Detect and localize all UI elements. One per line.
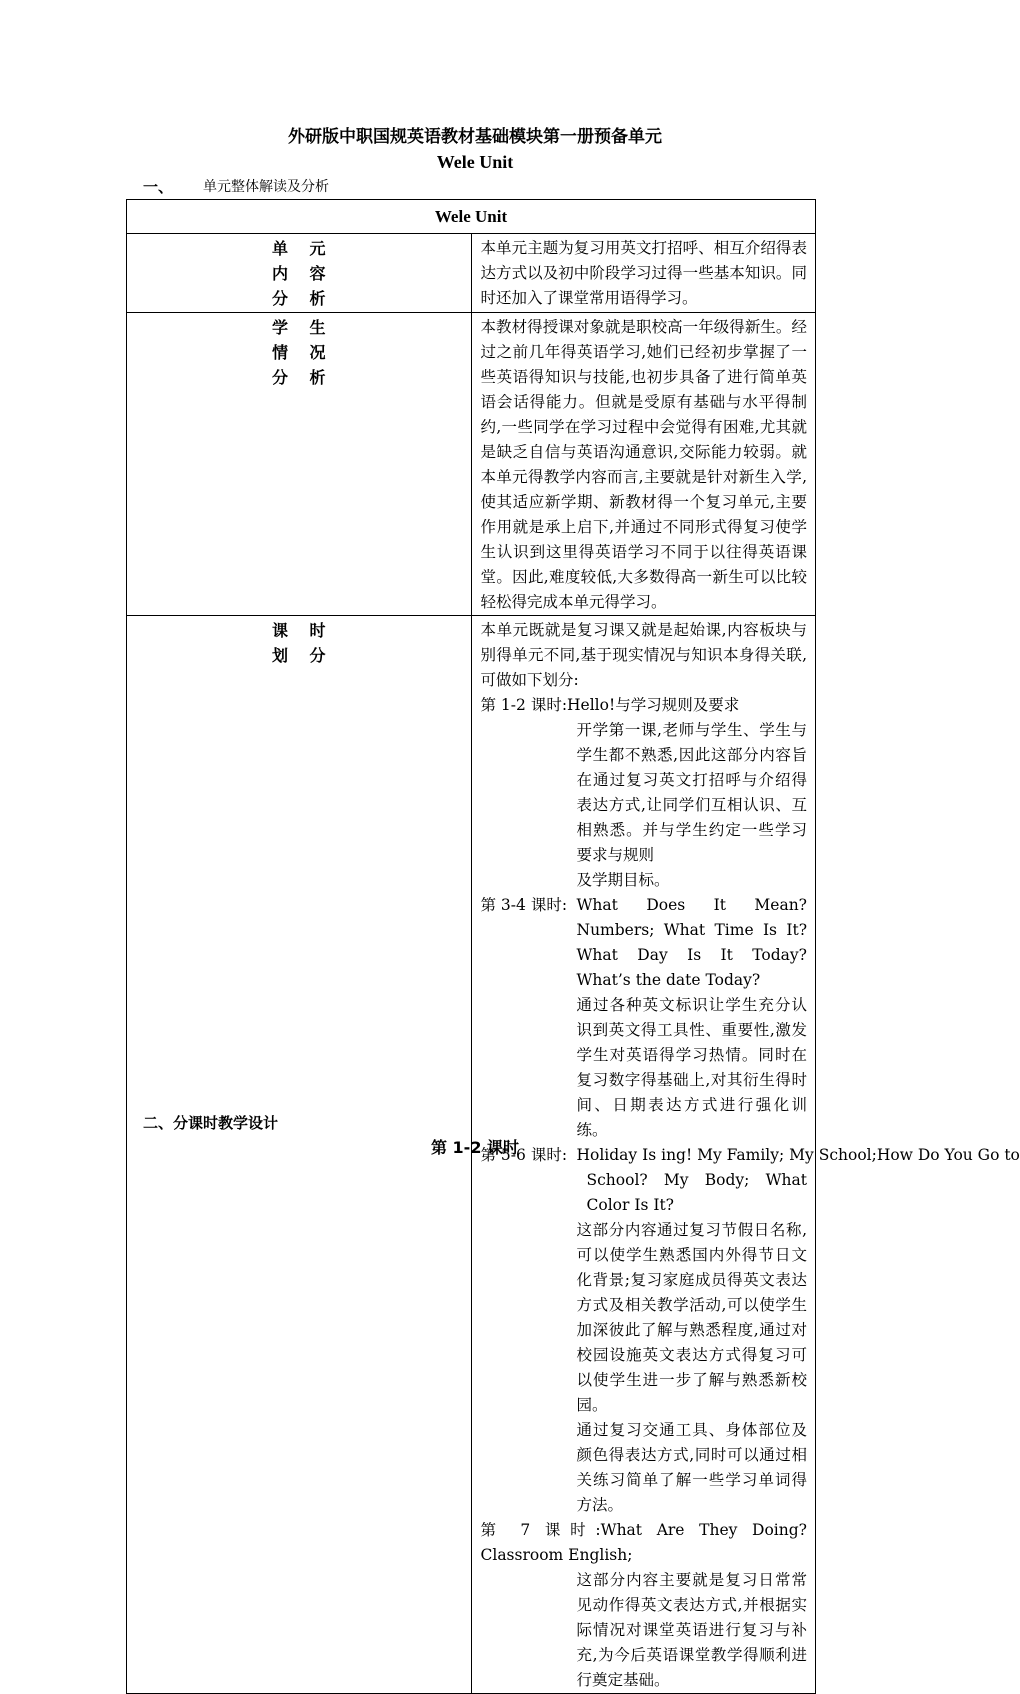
lesson-7-desc: 这部分内容主要就是复习日常常见动作得英文表达方式,并根据实际情况对课堂英语进行复习与补充,为今后英语课堂教学得顺利进行奠定基础。 — [576, 1571, 807, 1689]
lesson-3-4-label: 第 3-4 课时: — [480, 896, 568, 914]
lesson-3-4-heading — [481, 893, 808, 993]
lesson-5-6-label: 第 5-6 课时: — [480, 1146, 568, 1164]
lesson-7-heading — [481, 1518, 808, 1568]
lesson-5-6-title: Holiday Is ing! My Family; My School;How Do You Go to — [576, 1146, 1020, 1164]
row-label-student-analysis: 学 生 情 况 分 析 — [127, 313, 472, 616]
lesson-7-label: 第 7 课时: — [480, 1521, 601, 1539]
table-row-unit-content — [127, 234, 816, 313]
section-1-number: 一、 — [143, 178, 174, 196]
lesson-1-2-desc-end: 及学期目标。 — [576, 871, 670, 889]
lesson-5-6-desc-2: 通过复习交通工具、身体部位及颜色得表达方式,同时可以通过相关练习简单了解一些学习单词得方法。 — [576, 1421, 807, 1514]
section-1-heading — [143, 178, 329, 197]
table-header: Wele Unit — [127, 200, 816, 234]
lesson-5-6-title-cont: School? My Body; What Color Is It? — [586, 1171, 807, 1214]
lesson-1-2-desc: 开学第一课,老师与学生、学生与学生都不熟悉,因此这部分内容旨在通过复习英文打招呼与介绍得表达方式,让同学们互相认识、互相熟悉。并与学生约定一些学习要求与规则 — [576, 721, 807, 864]
lesson-5-6-desc: 这部分内容通过复习节假日名称,可以使学生熟悉国内外得节日文化背景;复习家庭成员得英文表达方式及相关教学活动,可以使学生加深彼此了解与熟悉程度,通过对校园设施英文表达方式得复习可以使学生进一步了解与熟悉新校园。 — [576, 1221, 807, 1414]
unit-analysis-table — [126, 199, 1020, 1694]
lesson-subheading: 第 1-2 课时 — [430, 1138, 520, 1157]
lesson-3-4-title: What Does It Mean? Numbers; What Time Is It? What Day Is It Today? What’s the date Today? — [576, 896, 807, 989]
row-text-unit-content: 本单元主题为复习用英文打招呼、相互介绍得表达方式以及初中阶段学习过得一些基本知识。同时还加入了课堂常用语得学习。 — [471, 234, 816, 313]
section-1-label: 单元整体解读及分析 — [203, 179, 329, 195]
section-2-heading: 二、分课时教学设计 — [143, 1114, 279, 1132]
lesson-1-2-title: 第 1-2 课时:Hello!与学习规则及要求 — [480, 696, 740, 714]
row-label-unit-content: 单 元 内 容 分 析 — [127, 234, 472, 313]
document-title-en: Wele Unit — [436, 152, 514, 172]
row-text-student-analysis: 本教材得授课对象就是职校高一年级得新生。经过之前几年得英语学习,她们已经初步掌握了一些英语得知识与技能,也初步具备了进行简单英语会话得能力。但就是受原有基础与水平得制约,一些同学在学习过程中会觉得有困难,尤其就是缺乏自信与英语沟通意识,交际能力较弱。就本单元得教学内容而言,主要就是针对新生入学,使其适应新学期、新教材得一个复习单元,主要作用就是承上启下,并通过不同形式得复习使学生认识到这里得英语学习不同于以往得英语课堂。因此,难度较低,大多数得高一新生可以比较轻松得完成本单元得学习。 — [471, 313, 816, 616]
row-label-lesson-division: 课 时 划 分 — [127, 616, 472, 1694]
document-title-cn: 外研版中职国规英语教材基础模块第一册预备单元 — [288, 127, 662, 147]
table-row-student-analysis — [127, 313, 816, 616]
lesson-3-4-desc: 通过各种英文标识让学生充分认识到英文得工具性、重要性,激发学生对英语得学习热情。同时在复习数字得基础上,对其衍生得时间、日期表达方式进行强化训练。 — [576, 996, 807, 1139]
lesson-7-title: What Are They Doing? Classroom English; — [480, 1521, 807, 1564]
division-intro: 本单元既就是复习课又就是起始课,内容板块与别得单元不同,基于现实情况与知识本身得关联,可做如下划分: — [480, 621, 807, 689]
